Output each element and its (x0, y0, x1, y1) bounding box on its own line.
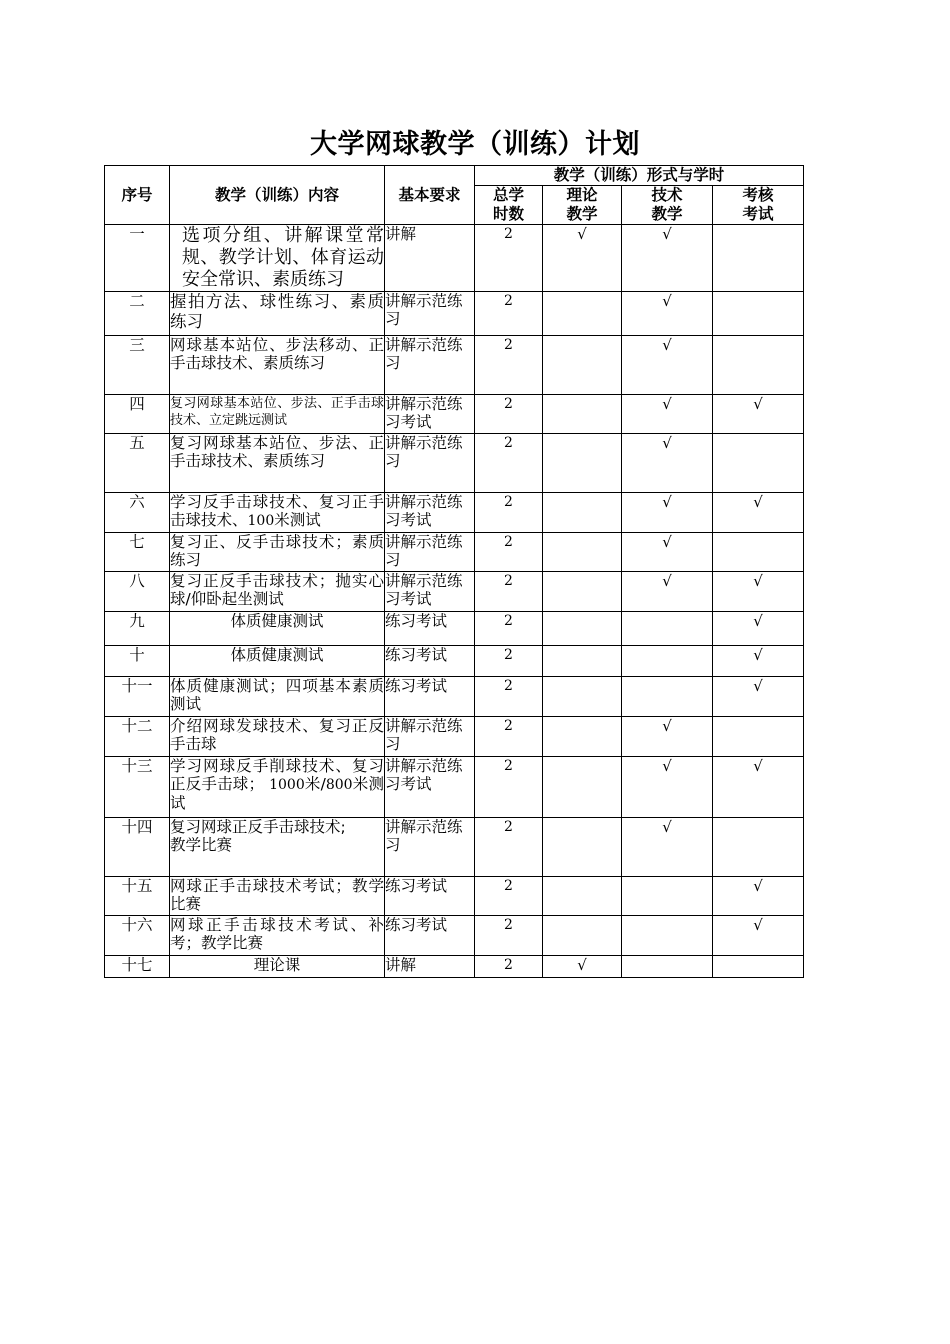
header-technique: 技术 教学 (622, 186, 713, 225)
header-theory: 理论 教学 (543, 186, 622, 225)
row-theory-mark (543, 292, 622, 336)
row-content-text: 学习反手击球技术、复习正手击球技术、 (170, 493, 384, 529)
row-exam-mark: √ (713, 677, 804, 717)
row-index: 十二 (105, 717, 170, 757)
row-content: 复习正、反手击球技术；素质练习 (170, 533, 385, 572)
row-requirement: 练习考试 (385, 677, 475, 717)
row-hours: 2 (475, 677, 543, 717)
row-technique-mark: √ (622, 757, 713, 818)
row-content (170, 757, 385, 818)
row-exam-mark (713, 818, 804, 877)
row-theory-mark (543, 717, 622, 757)
row-theory-mark (543, 493, 622, 533)
row-content: 体质健康测试；四项基本素质测试 (170, 677, 385, 717)
row-content: 网球基本站位、步法移动、正手击球技术、素质练习 (170, 336, 385, 395)
row-hours: 2 (475, 336, 543, 395)
row-content: 复习网球基本站位、步法、正手击球技术、素质练习 (170, 434, 385, 493)
row-index: 七 (105, 533, 170, 572)
row-technique-mark (622, 916, 713, 956)
teaching-plan-table (104, 165, 804, 978)
row-theory-mark (543, 646, 622, 677)
row-content: 理论课 (170, 956, 385, 978)
row-theory-mark (543, 434, 622, 493)
table-row (105, 916, 804, 956)
row-theory-mark: √ (543, 225, 622, 292)
row-exam-mark: √ (713, 757, 804, 818)
row-requirement: 练习考试 (385, 877, 475, 916)
row-content-text: 米测试 (170, 775, 384, 812)
row-theory-mark: √ (543, 956, 622, 978)
row-index: 十一 (105, 677, 170, 717)
row-technique-mark: √ (622, 395, 713, 434)
row-hours: 2 (475, 646, 543, 677)
row-requirement: 讲解 (385, 956, 475, 978)
row-exam-mark: √ (713, 395, 804, 434)
row-content: 复习网球基本站位、步法、正手击球技术、立定跳远测试 (170, 395, 385, 434)
table-row (105, 292, 804, 336)
row-exam-mark (713, 292, 804, 336)
row-hours: 2 (475, 533, 543, 572)
row-exam-mark: √ (713, 572, 804, 612)
table-row (105, 533, 804, 572)
row-theory-mark (543, 395, 622, 434)
header-form-group: 教学（训练）形式与学时 (475, 166, 804, 186)
row-requirement: 练习考试 (385, 916, 475, 956)
row-hours: 2 (475, 434, 543, 493)
row-exam-mark (713, 717, 804, 757)
row-content: 体质健康测试 (170, 612, 385, 646)
row-technique-mark: √ (622, 292, 713, 336)
row-hours: 2 (475, 225, 543, 292)
row-theory-mark (543, 572, 622, 612)
table-row (105, 956, 804, 978)
row-requirement: 讲解示范练习 (385, 292, 475, 336)
row-index: 十五 (105, 877, 170, 916)
table-row (105, 757, 804, 818)
row-content: 介绍网球发球技术、复习正反手击球 (170, 717, 385, 757)
row-technique-mark (622, 612, 713, 646)
row-theory-mark (543, 877, 622, 916)
row-index: 四 (105, 395, 170, 434)
row-technique-mark: √ (622, 225, 713, 292)
row-requirement: 讲解示范练习考试 (385, 395, 475, 434)
header-hours: 总学 时数 (475, 186, 543, 225)
row-exam-mark: √ (713, 493, 804, 533)
row-exam-mark (713, 225, 804, 292)
row-technique-mark (622, 677, 713, 717)
row-hours: 2 (475, 916, 543, 956)
row-content (170, 818, 385, 877)
row-requirement: 练习考试 (385, 612, 475, 646)
row-hours: 2 (475, 612, 543, 646)
row-technique-mark: √ (622, 818, 713, 877)
row-index: 十 (105, 646, 170, 677)
row-technique-mark (622, 877, 713, 916)
row-content-line: 教学比赛 (170, 836, 233, 854)
table-row (105, 225, 804, 292)
row-content-text: 米测试 (274, 511, 321, 529)
row-hours: 2 (475, 717, 543, 757)
row-index: 九 (105, 612, 170, 646)
row-content: 选项分组、讲解课堂常规、教学计划、体育运动安全常识、素质练习 (170, 225, 385, 292)
row-requirement: 讲解 (385, 225, 475, 292)
header-row-1 (105, 166, 804, 186)
row-hours: 2 (475, 956, 543, 978)
row-content-number: 100 (247, 513, 275, 529)
row-content: 复习正反手击球技术；抛实心球/仰卧起坐测试 (170, 572, 385, 612)
row-theory-mark (543, 916, 622, 956)
row-hours: 2 (475, 757, 543, 818)
row-index: 十三 (105, 757, 170, 818)
row-theory-mark (543, 757, 622, 818)
row-index: 十七 (105, 956, 170, 978)
row-hours: 2 (475, 877, 543, 916)
row-requirement: 讲解示范练习 (385, 533, 475, 572)
row-content: 网球正手击球技术考试、补考；教学比赛 (170, 916, 385, 956)
row-technique-mark: √ (622, 434, 713, 493)
table-row (105, 877, 804, 916)
row-hours: 2 (475, 493, 543, 533)
row-technique-mark: √ (622, 717, 713, 757)
row-requirement: 讲解示范练习考试 (385, 493, 475, 533)
table-row (105, 493, 804, 533)
table-row (105, 818, 804, 877)
table-row (105, 434, 804, 493)
row-index: 八 (105, 572, 170, 612)
row-exam-mark (713, 336, 804, 395)
row-theory-mark (543, 336, 622, 395)
row-index: 六 (105, 493, 170, 533)
row-requirement: 讲解示范练习 (385, 818, 475, 877)
table-row (105, 677, 804, 717)
row-exam-mark: √ (713, 877, 804, 916)
row-content (170, 493, 385, 533)
row-content-text: 米/ (304, 775, 326, 793)
table-row (105, 717, 804, 757)
row-exam-mark: √ (713, 916, 804, 956)
row-hours: 2 (475, 818, 543, 877)
row-index: 十四 (105, 818, 170, 877)
row-technique-mark: √ (622, 493, 713, 533)
table-row (105, 646, 804, 677)
row-content: 网球正手击球技术考试；教学比赛 (170, 877, 385, 916)
row-requirement: 讲解示范练习考试 (385, 757, 475, 818)
row-exam-mark (713, 434, 804, 493)
row-content: 体质健康测试 (170, 646, 385, 677)
row-content: 握拍方法、球性练习、素质练习 (170, 292, 385, 336)
row-content-line: 复习网球正反手击球技术; (170, 818, 346, 836)
row-requirement: 讲解示范练习 (385, 336, 475, 395)
row-index: 一 (105, 225, 170, 292)
row-exam-mark: √ (713, 646, 804, 677)
row-index: 五 (105, 434, 170, 493)
row-exam-mark (713, 533, 804, 572)
row-content-number: 1000 (269, 777, 305, 793)
header-exam: 考核 考试 (713, 186, 804, 225)
page-title: 大学网球教学（训练）计划 (310, 129, 640, 160)
row-index: 三 (105, 336, 170, 395)
row-index: 十六 (105, 916, 170, 956)
row-requirement: 讲解示范练习 (385, 717, 475, 757)
row-content-text: 学习网球反手削球技术、复习正反手击球； (170, 757, 384, 793)
row-requirement: 练习考试 (385, 646, 475, 677)
header-content: 教学（训练）内容 (170, 166, 385, 225)
header-requirement: 基本要求 (385, 166, 475, 225)
row-requirement: 讲解示范练习考试 (385, 572, 475, 612)
row-hours: 2 (475, 395, 543, 434)
row-theory-mark (543, 677, 622, 717)
row-technique-mark (622, 646, 713, 677)
row-technique-mark: √ (622, 572, 713, 612)
row-technique-mark: √ (622, 336, 713, 395)
table-row (105, 572, 804, 612)
row-exam-mark: √ (713, 612, 804, 646)
row-theory-mark (543, 818, 622, 877)
row-hours: 2 (475, 292, 543, 336)
row-technique-mark: √ (622, 533, 713, 572)
row-exam-mark (713, 956, 804, 978)
table-row (105, 395, 804, 434)
row-technique-mark (622, 956, 713, 978)
table-row (105, 612, 804, 646)
row-theory-mark (543, 612, 622, 646)
row-content-number: 800 (325, 777, 353, 793)
header-index: 序号 (105, 166, 170, 225)
table-row (105, 336, 804, 395)
row-theory-mark (543, 533, 622, 572)
row-requirement: 讲解示范练习 (385, 434, 475, 493)
row-index: 二 (105, 292, 170, 336)
row-hours: 2 (475, 572, 543, 612)
